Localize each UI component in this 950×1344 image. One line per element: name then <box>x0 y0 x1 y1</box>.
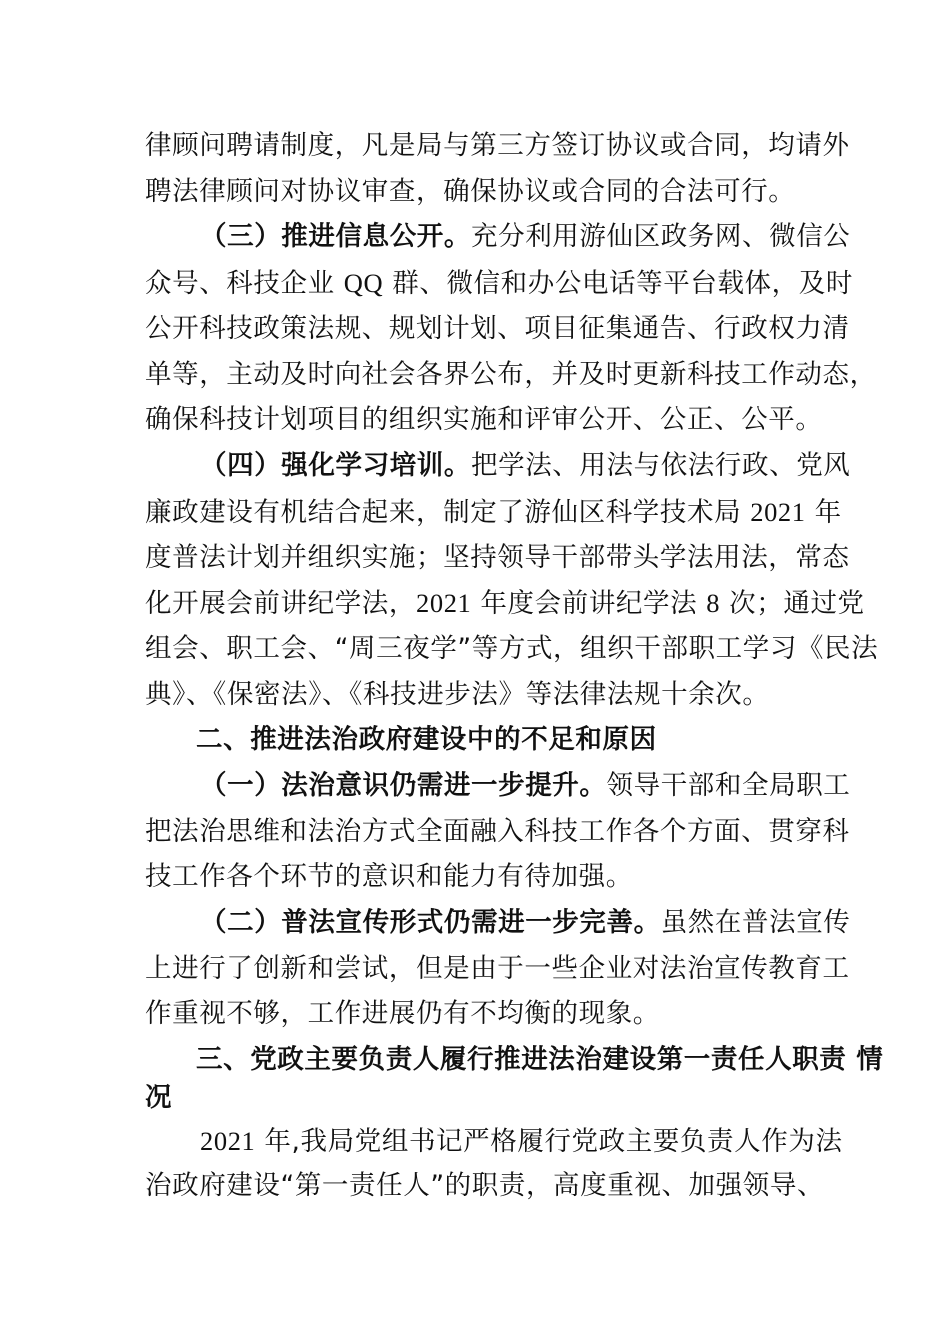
paragraph-line: 技工作各个环节的意识和能力有待加强。 <box>145 861 633 892</box>
paragraph-line: 律顾问聘请制度，凡是局与第三方签订协议或合同，均请外 <box>145 130 850 161</box>
section-heading: 三、党政主要负责人履行推进法治建设第一责任人职责 情 <box>196 1044 884 1075</box>
subsection-heading: （二）普法宣传形式仍需进一步完善。 <box>200 907 661 938</box>
section-heading: 二、推进法治政府建设中的不足和原因 <box>196 724 657 755</box>
paragraph-text: 8 <box>706 588 721 618</box>
paragraph-text: 次；通过党 <box>720 588 865 619</box>
paragraph-text: QQ <box>343 268 384 298</box>
paragraph-line <box>200 769 851 803</box>
paragraph-line: 单等，主动及时向社会各界公布，并及时更新科技工作动态， <box>145 359 877 390</box>
paragraph-text: 廉政建设有机结合起来，制定了游仙区科学技术局 <box>145 497 751 528</box>
paragraph-line: 度普法计划并组织实施；坚持领导干部带头学法用法，常态 <box>145 542 850 573</box>
subsection-heading: （四）强化学习培训。 <box>200 450 471 481</box>
paragraph-line <box>200 220 851 254</box>
paragraph-line <box>145 495 842 529</box>
paragraph-text: 领导干部和全局职工 <box>606 770 851 801</box>
paragraph-line: 作重视不够，工作进展仍有不均衡的现象。 <box>145 998 660 1029</box>
paragraph-line <box>145 266 853 300</box>
paragraph-line: 上进行了创新和尝试，但是由于一些企业对法治宣传教育工 <box>145 953 850 984</box>
paragraph-text: 虽然在普法宣传 <box>660 907 851 938</box>
paragraph-line <box>200 1124 843 1158</box>
paragraph-text: 年,我局党组书记严格履行党政主要负责人作为法 <box>255 1126 843 1157</box>
paragraph-text: 2021 <box>200 1126 256 1156</box>
section-heading: 况 <box>145 1082 173 1113</box>
subsection-heading: （一）法治意识仍需进一步提升。 <box>200 770 607 801</box>
paragraph-text: 2021 <box>750 497 806 527</box>
paragraph-line <box>200 906 851 940</box>
paragraph-line: 把法治思维和法治方式全面融入科技工作各个方面、贯穿科 <box>145 816 850 847</box>
paragraph-line: 聘法律顾问对协议审查，确保协议或合同的合法可行。 <box>145 176 796 207</box>
paragraph-line: 公开科技政策法规、规划计划、项目征集通告、行政权力清 <box>145 313 850 344</box>
paragraph-text: 2021 <box>416 588 472 618</box>
subsection-heading: （三）推进信息公开。 <box>200 221 471 252</box>
paragraph-line: 治政府建设“第一责任人”的职责，高度重视、加强领导、 <box>145 1170 825 1201</box>
paragraph-line: 确保科技计划项目的组织实施和评审公开、公正、公平。 <box>145 404 823 435</box>
paragraph-line: 典》、《保密法》、《科技进步法》等法律法规十余次。 <box>145 679 770 710</box>
paragraph-text: 群、微信和办公电话等平台载体，及时 <box>383 268 853 299</box>
paragraph-line <box>145 586 865 620</box>
paragraph-text: 把学法、用法与依法行政、党风 <box>471 450 851 481</box>
paragraph-line: 组会、职工会、“周三夜学”等方式，组织干部职工学习《民法 <box>145 633 879 664</box>
paragraph-text: 充分利用游仙区政务网、微信公 <box>471 221 851 252</box>
paragraph-text: 年 <box>805 497 842 528</box>
paragraph-text: 年度会前讲纪学法 <box>471 588 707 619</box>
paragraph-text: 化开展会前讲纪学法， <box>145 588 416 619</box>
paragraph-text: 众号、科技企业 <box>145 268 344 299</box>
paragraph-line <box>200 449 851 483</box>
